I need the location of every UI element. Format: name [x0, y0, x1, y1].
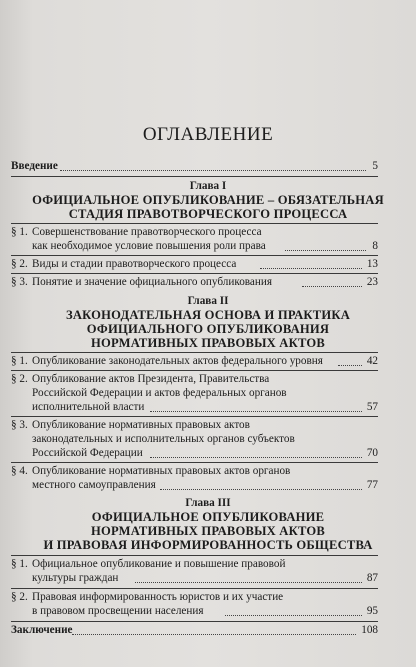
section-number: § 3. [11, 276, 28, 288]
section-title-line: Российской Федерации [32, 447, 143, 459]
section-number: § 2. [11, 591, 28, 603]
section-number: § 1. [11, 355, 28, 367]
section-title-line: исполнительной власти [32, 401, 145, 413]
divider [11, 621, 378, 622]
section-dots [150, 410, 362, 412]
divider [11, 555, 378, 556]
chapter-1-number: Глава I [189, 180, 227, 192]
divider [11, 588, 378, 589]
section-page: 42 [366, 355, 378, 367]
divider [11, 416, 378, 417]
divider [11, 273, 378, 274]
section-dots [302, 285, 362, 287]
divider [11, 462, 378, 463]
conclusion-label: Заключение [11, 624, 73, 636]
section-title-line: Официальное опубликование и повышение правовой [32, 558, 286, 570]
toc-title: ОГЛАВЛЕНИЕ [142, 124, 274, 145]
section-title-line: Опубликование нормативных правовых актов органов [32, 465, 291, 477]
chapter-1-title-line: СТАДИЯ ПРАВОТВОРЧЕСКОГО ПРОЦЕССА [68, 207, 348, 221]
chapter-1-title-line: ОФИЦИАЛЬНОЕ ОПУБЛИКОВАНИЕ – ОБЯЗАТЕЛЬНАЯ [32, 193, 384, 207]
divider [11, 352, 378, 353]
section-title-line: Опубликование актов Президента, Правительства [32, 373, 270, 385]
section-page: 95 [366, 605, 378, 617]
section-page: 23 [366, 276, 378, 288]
section-number: § 2. [11, 258, 28, 270]
chapter-2-title-line: НОРМАТИВНЫХ ПРАВОВЫХ АКТОВ [91, 336, 325, 350]
chapter-3-title-line: ОФИЦИАЛЬНОЕ ОПУБЛИКОВАНИЕ [91, 510, 325, 524]
section-title-line: Виды и стадии правотворческого процесса [32, 258, 237, 270]
section-page: 70 [366, 447, 378, 459]
conclusion-page: 108 [361, 624, 378, 636]
section-title-line: местного самоуправления [32, 479, 156, 491]
divider [11, 223, 378, 224]
section-dots [150, 456, 362, 458]
section-title-line: в правовом просвещении населения [32, 605, 204, 617]
chapter-2-number: Глава II [187, 295, 229, 307]
divider [11, 370, 378, 371]
section-page: 13 [366, 258, 378, 270]
chapter-3-title-line: НОРМАТИВНЫХ ПРАВОВЫХ АКТОВ [91, 524, 325, 538]
chapter-2-title-line: ЗАКОНОДАТЕЛЬНАЯ ОСНОВА И ПРАКТИКА [65, 308, 350, 322]
section-dots [285, 249, 366, 251]
section-dots [260, 267, 362, 269]
chapter-3-number: Глава III [185, 497, 231, 509]
section-title-line: Российской Федерации и актов федеральных органов [32, 387, 287, 399]
section-title-line: Опубликование нормативных правовых актов [32, 419, 250, 431]
section-page: 8 [372, 240, 378, 252]
section-title-line: Совершенствование правотворческого процесса [32, 226, 262, 238]
section-title-line: культуры граждан [32, 572, 119, 584]
divider [11, 176, 378, 177]
intro-dots [60, 169, 366, 171]
chapter-3-title-line: И ПРАВОВАЯ ИНФОРМИРОВАННОСТЬ ОБЩЕСТВА [43, 538, 373, 552]
section-number: § 2. [11, 373, 28, 385]
intro-page: 5 [372, 160, 378, 172]
conclusion-dots [72, 633, 356, 635]
section-number: § 1. [11, 558, 28, 570]
section-dots [135, 581, 362, 583]
section-title-line: как необходимое условие повышения роли права [32, 240, 266, 252]
section-dots [225, 614, 362, 616]
section-page: 57 [366, 401, 378, 413]
section-number: § 3. [11, 419, 28, 431]
section-dots [338, 364, 362, 366]
section-page: 87 [366, 572, 378, 584]
section-number: § 1. [11, 226, 28, 238]
section-title-line: Правовая информированность юристов и их участие [32, 591, 284, 603]
divider [11, 255, 378, 256]
section-page: 77 [366, 479, 378, 491]
chapter-2-title-line: ОФИЦИАЛЬНОГО ОПУБЛИКОВАНИЯ [86, 322, 330, 336]
section-title-line: Понятие и значение официального опубликования [32, 276, 273, 288]
section-title-line: законодательных и исполнительных органов субъектов [32, 433, 295, 445]
intro-label: Введение [11, 160, 58, 172]
section-dots [160, 488, 362, 490]
section-number: § 4. [11, 465, 28, 477]
section-title-line: Опубликование законодательных актов федерального уровня [32, 355, 323, 367]
